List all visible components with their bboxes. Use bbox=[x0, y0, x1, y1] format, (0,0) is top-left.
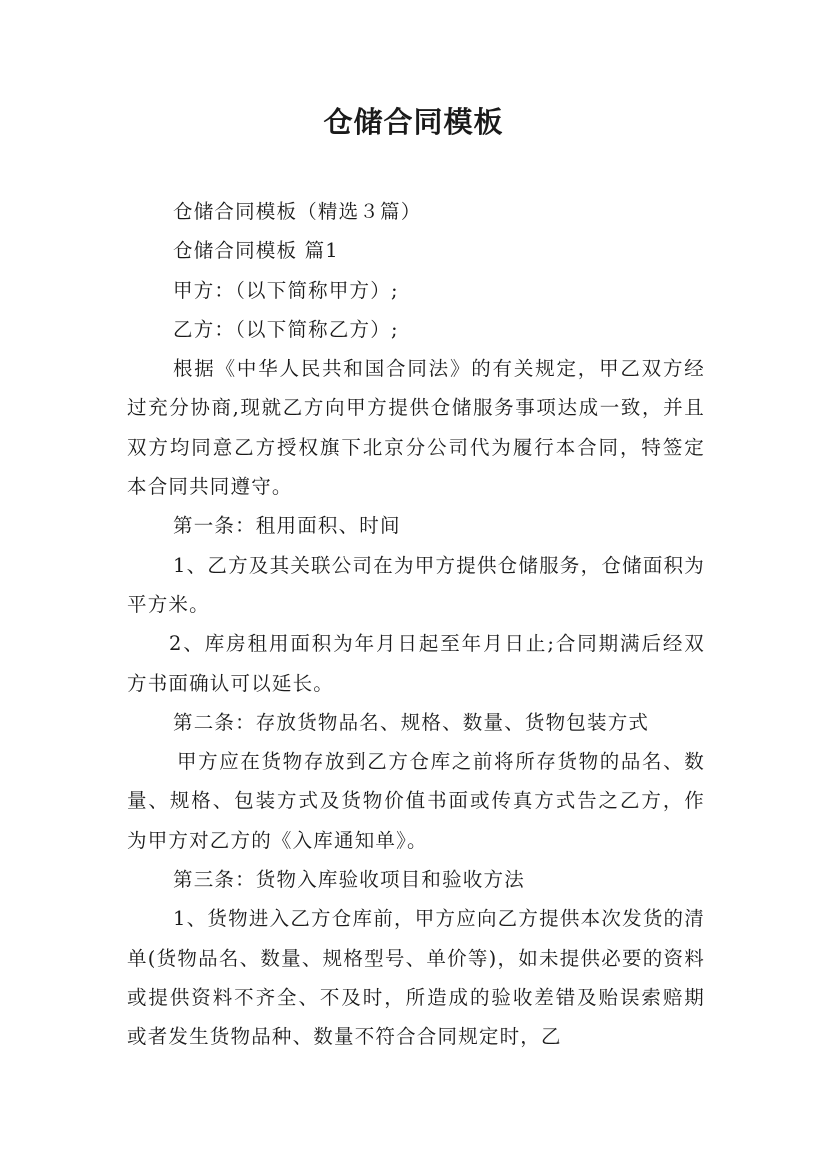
paragraph-article-1-item-1: 1、乙方及其关联公司在为甲方提供仓储服务，仓储面积为 平方米。 bbox=[127, 553, 705, 616]
paragraph-article-1-heading: 第一条：租用面积、时间 bbox=[173, 514, 401, 538]
document-title: 仓储合同模板 bbox=[323, 105, 504, 139]
paragraph-article-2-heading: 第二条：存放货物品名、规格、数量、货物包装方式 bbox=[173, 710, 650, 734]
paragraph-section-heading: 仓储合同模板 篇1 bbox=[173, 239, 339, 263]
paragraph-party-b: 乙方：（以下简称乙方）; bbox=[173, 317, 399, 341]
paragraph-article-2-body: 甲方应在货物存放到乙方仓库之前将所存货物的品名、数量、规格、包装方式及货物价值书面或传真方式告之乙方，作为甲方对乙方的《入库通知单》。 bbox=[127, 750, 705, 852]
paragraph-preamble: 根据《中华人民共和国合同法》的有关规定，甲乙双方经过充分协商,现就乙方向甲方提供仓储服务事项达成一致，并且双方均同意乙方授权旗下北京分公司代为履行本合同，特签定本合同共同遵守。 bbox=[127, 357, 705, 499]
paragraph-subtitle: 仓储合同模板（精选３篇） bbox=[173, 200, 422, 223]
paragraph-article-3-item-1: 1、货物进入乙方仓库前，甲方应向乙方提供本次发货的清单(货物品名、数量、规格型号、单价等)，如未提供必要的资料或提供资料不齐全、不及时，所造成的验收差错及贻误索赔期或者发生货物品种、数量不符合合同规定时，乙 bbox=[127, 907, 705, 1049]
paragraph-article-1-item-2: 2、库房租用面积为年月日起至年月日止;合同期满后经双方书面确认可以延长。 bbox=[127, 632, 705, 695]
document-body bbox=[127, 192, 705, 1057]
paragraph-party-a: 甲方：（以下简称甲方）; bbox=[173, 278, 399, 302]
paragraph-article-3-heading: 第三条：货物入库验收项目和验收方法 bbox=[173, 868, 525, 892]
